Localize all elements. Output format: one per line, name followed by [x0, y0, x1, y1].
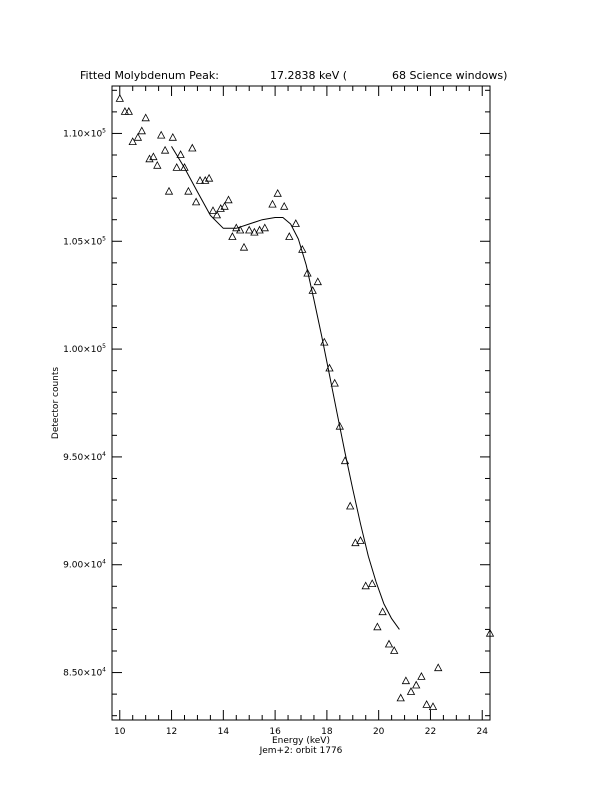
y-tick-mantissa: 9.00	[63, 560, 84, 571]
fit-curve	[172, 146, 400, 629]
data-point	[225, 196, 232, 203]
y-tick-exponent: 5	[102, 343, 106, 351]
data-point	[423, 701, 430, 708]
y-tick-times-ten: ×10	[83, 129, 103, 140]
data-point	[321, 339, 328, 346]
y-tick-times-ten: ×10	[83, 237, 103, 248]
x-tick-label: 18	[321, 727, 333, 737]
y-tick-exponent: 5	[102, 235, 106, 243]
y-tick-times-ten: ×10	[83, 560, 103, 571]
data-point	[362, 582, 369, 589]
x-tick-label: 10	[114, 727, 126, 737]
data-point	[281, 203, 288, 210]
fit-curve-layer	[172, 146, 400, 629]
chart-title-left: Fitted Molybdenum Peak:	[80, 69, 219, 82]
data-point	[213, 211, 220, 218]
y-tick-mantissa: 1.05	[63, 237, 84, 248]
x-tick-label: 16	[269, 727, 281, 737]
y-tick-times-ten: ×10	[83, 452, 103, 463]
data-point	[397, 694, 404, 701]
data-point	[269, 201, 276, 208]
y-tick-label	[63, 559, 106, 571]
data-point	[408, 688, 415, 695]
data-point	[292, 220, 299, 227]
data-point	[142, 114, 149, 121]
data-point	[413, 682, 420, 689]
data-point	[418, 673, 425, 680]
data-point	[173, 164, 180, 171]
data-point	[261, 224, 268, 231]
axis-ticks	[112, 86, 490, 720]
x-tick-label: 24	[476, 727, 488, 737]
plot-frame	[112, 86, 490, 720]
y-tick-exponent: 4	[102, 450, 106, 458]
data-point	[402, 677, 409, 684]
data-point	[326, 365, 333, 372]
data-point	[154, 162, 161, 169]
y-tick-mantissa: 8.50	[63, 668, 84, 679]
y-tick-label	[63, 451, 106, 463]
data-points-layer	[116, 95, 493, 710]
y-axis-label: Detector counts	[51, 366, 61, 440]
data-point	[286, 233, 293, 240]
data-point	[189, 145, 196, 152]
y-tick-exponent: 4	[102, 558, 106, 566]
data-point	[430, 703, 437, 710]
y-tick-label	[63, 667, 106, 679]
y-tick-label	[63, 127, 106, 139]
x-tick-label: 22	[424, 727, 437, 737]
data-point	[158, 132, 165, 139]
data-point	[435, 664, 442, 671]
x-tick-label: 20	[372, 727, 385, 737]
x-tick-label: 14	[217, 727, 230, 737]
chart-subtitle: Jem+2: orbit 1776	[259, 746, 343, 756]
data-point	[391, 647, 398, 654]
y-tick-label	[63, 343, 106, 355]
data-point	[229, 233, 236, 240]
data-point	[314, 278, 321, 285]
y-tick-exponent: 5	[102, 127, 106, 135]
data-point	[166, 188, 173, 195]
data-point	[210, 207, 217, 214]
data-point	[386, 641, 393, 648]
y-tick-exponent: 4	[102, 666, 106, 674]
data-point	[274, 190, 281, 197]
data-point	[347, 503, 354, 510]
data-point	[331, 380, 338, 387]
data-point	[185, 188, 192, 195]
data-point	[241, 244, 248, 251]
data-point	[357, 537, 364, 544]
x-axis-label: Energy (keV)	[272, 736, 330, 746]
y-tick-mantissa: 9.50	[63, 452, 84, 463]
y-tick-mantissa: 1.00	[63, 345, 84, 356]
data-point	[162, 147, 169, 154]
data-point	[246, 227, 253, 234]
data-point	[369, 580, 376, 587]
y-tick-label	[63, 235, 106, 247]
data-point	[374, 623, 381, 630]
chart-title-windows: 68 Science windows)	[392, 69, 508, 82]
data-point	[193, 198, 200, 205]
data-point	[134, 134, 141, 141]
y-tick-times-ten: ×10	[83, 345, 103, 356]
y-tick-labels	[63, 127, 106, 678]
x-tick-label: 12	[165, 727, 178, 737]
data-point	[379, 608, 386, 615]
y-tick-times-ten: ×10	[83, 668, 103, 679]
y-tick-mantissa: 1.10	[63, 129, 84, 140]
data-point	[138, 127, 145, 134]
data-point	[169, 134, 176, 141]
chart-title-energy: 17.2838 keV (	[270, 69, 348, 82]
